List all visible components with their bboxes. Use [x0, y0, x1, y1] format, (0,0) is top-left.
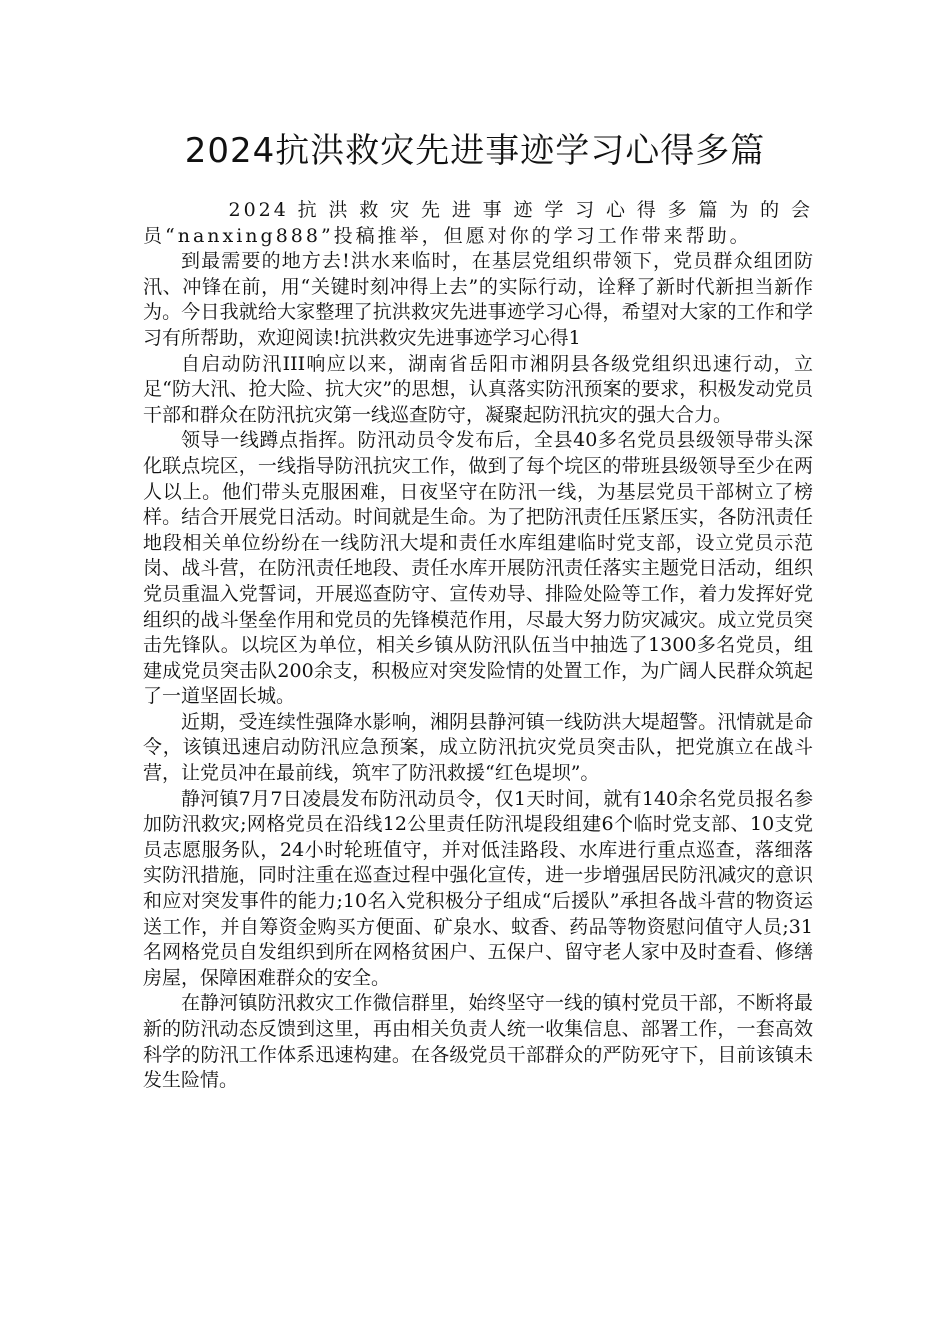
- paragraph: 在静河镇防汛救灾工作微信群里，始终坚守一线的镇村党员干部，不断将最新的防汛动态反馈到这里，再由相关负责人统一收集信息、部署工作，一套高效科学的防汛工作体系迅速构建。在各级党员干部群众的严防死守下，目前该镇未发生险情。: [143, 992, 813, 1092]
- paragraph: 近期，受连续性强降水影响，湘阴县静河镇一线防洪大堤超警。汛情就是命令，该镇迅速启动防汛应急预案，成立防汛抗灾党员突击队，把党旗立在战斗营，让党员冲在最前线，筑牢了防汛救援“红色堤坝”。: [143, 710, 813, 785]
- document-body: [143, 198, 813, 1094]
- paragraph: 到最需要的地方去!洪水来临时，在基层党组织带领下，党员群众组团防汛、冲锋在前，用“关键时刻冲得上去”的实际行动，诠释了新时代新担当新作为。今日我就给大家整理了抗洪救灾先进事迹学习心得，希望对大家的工作和学习有所帮助，欢迎阅读!抗洪救灾先进事迹学习心得1: [143, 250, 813, 349]
- document-title: 2024抗洪救灾先进事迹学习心得多篇: [184, 131, 766, 171]
- paragraph: 静河镇7月7日凌晨发布防汛动员令，仅1天时间，就有140余名党员报名参加防汛救灾;网格党员在沿线12公里责任防汛堤段组建6个临时党支部、10支党员志愿服务队，24小时轮班值守，并对低洼路段、水库进行重点巡查，落细落实防汛措施，同时注重在巡查过程中强化宣传，进一步增强居民防汛减灾的意识和应对突发事件的能力;10名入党积极分子组成“后援队”承担各战斗营的物资运送工作，并自筹资金购买方便面、矿泉水、蚊香、药品等物资慰问值守人员;31名网格党员自发组织到所在网格贫困户、五保户、留守老人家中及时查看、修缮房屋，保障困难群众的安全。: [143, 787, 813, 989]
- paragraph: 领导一线蹲点指挥。防汛动员令发布后，全县40多名党员县级领导带头深化联点垸区，一线指导防汛抗灾工作，做到了每个垸区的带班县级领导至少在两人以上。他们带头克服困难，日夜坚守在防汛一线，为基层党员干部树立了榜样。结合开展党日活动。时间就是生命。为了把防汛责任压紧压实，各防汛责任地段相关单位纷纷在一线防汛大堤和责任水库组建临时党支部，设立党员示范岗、战斗营，在防汛责任地段、责任水库开展防汛责任落实主题党日活动，组织党员重温入党誓词，开展巡查防守、宣传劝导、排险处险等工作，着力发挥好党组织的战斗堡垒作用和党员的先锋模范作用，尽最大努力防灾减灾。成立党员突击先锋队。以垸区为单位，相关乡镇从防汛队伍当中抽选了1300多名党员，组建成党员突击队200余支，积极应对突发险情的处置工作，为广阔人民群众筑起了一道坚固长城。: [143, 429, 813, 708]
- paragraph: 自启动防汛III响应以来，湖南省岳阳市湘阴县各级党组织迅速行动，立足“防大汛、抢大险、抗大灾”的思想，认真落实防汛预案的要求，积极发动党员干部和群众在防汛抗灾第一线巡查防守，凝聚起防汛抗灾的强大合力。: [143, 352, 813, 426]
- paragraph-intro: 2024抗洪救灾先进事迹学习心得多篇为的会员“nanxing888”投稿推举，但愿对你的学习工作带来帮助。: [143, 199, 813, 247]
